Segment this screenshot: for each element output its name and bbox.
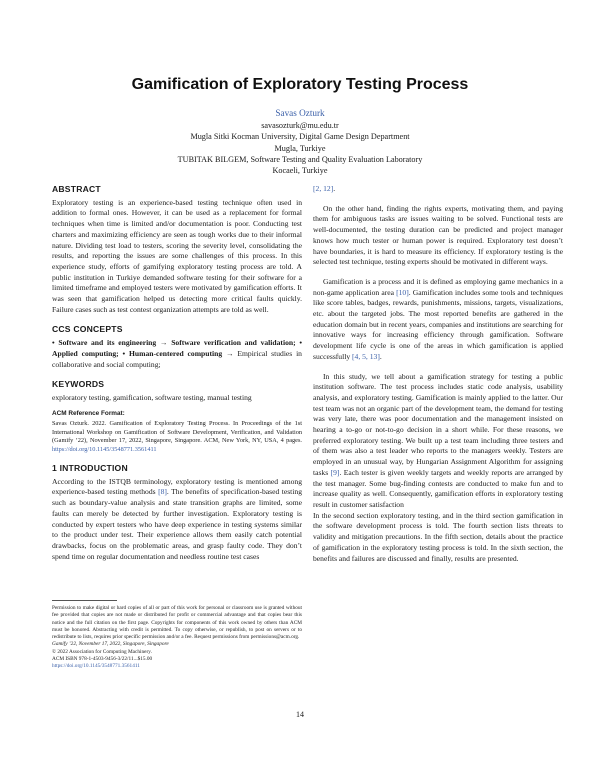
acm-reference-label: ACM Reference Format:: [52, 409, 125, 417]
keywords-text: exploratory testing, gamification, software testing, manual testing: [52, 392, 252, 402]
citation-link[interactable]: [2, 12]: [313, 184, 334, 193]
abstract-heading: ABSTRACT: [52, 184, 101, 194]
intro-paragraph-1: According to the ISTQB terminology, exploratory testing is mentioned among experience-based testing methods [8]. The benefits of specification-based testing such as boundary-value analysis and state transition graphs are limited, some faults can merely be detected by further investigation. Exploratory testing is conducted by expert testers who have deep experience in testing systems similar to the product under test. Their experience allows them easily catch potential drawbacks, focus on the problematic areas, and grasp faulty code. They don’t spend time on regular documentation and needless routine test cases: [52, 476, 302, 561]
citation-link[interactable]: [9]: [330, 467, 340, 477]
isbn-line: ACM ISBN 978-1-4503-9456-3/22/11...$15.00: [52, 656, 153, 663]
conference-line: Gamify ’22, November 17, 2022, Singapore, Singapore: [52, 641, 169, 648]
permission-footer: [52, 605, 302, 671]
ccs-item: • Software and its engineering → Software verification and validation;: [52, 338, 296, 348]
author-name: Savas Ozturk: [275, 108, 325, 118]
right-column: [313, 184, 563, 564]
acm-reference-doi-link[interactable]: https://doi.org/10.1145/3548771.3561411: [52, 445, 157, 453]
author-block: [40, 108, 560, 176]
intro-paragraph-1-cont: [2, 12].: [313, 184, 336, 193]
paper-title: Gamification of Exploratory Testing Process: [131, 76, 469, 93]
affiliation-line: TUBITAK BILGEM, Software Testing and Quality Evaluation Laboratory: [177, 154, 423, 164]
ccs-item: • Human-centered computing: [122, 348, 223, 358]
citation-link[interactable]: [8]: [158, 487, 167, 497]
page-number: 14: [296, 710, 304, 719]
citation-link[interactable]: [4, 5, 13]: [352, 351, 380, 361]
ccs-heading: CCS CONCEPTS: [52, 324, 123, 335]
acm-reference-text: Savas Ozturk. 2022. Gamification of Exploratory Testing Process. In Proceedings of the 1st International Workshop on Gamification of Software Development, Verification, and Validation (Gamify ’22), November 17, 2022, Singapore, Singapore. ACM, New York, NY, USA, 4 pages.: [52, 420, 302, 445]
intro-paragraph-2: On the other hand, finding the rights experts, motivating them, and paying them for ambiguous tasks are issues waiting to be solved. Functional tests are well-documented, the testing duration can be predicted and project manager knows how much tester or human power is required. Exploratory test doesn’t have boundaries, it is hard to measure its efficiency. If exploratory testing is the selected test technique, testing experts should be motivated in different ways.: [313, 203, 563, 267]
ccs-item: • Applied computing;: [52, 338, 302, 358]
keywords-heading: KEYWORDS: [52, 379, 105, 390]
affiliation-line: Mugla, Turkiye: [274, 143, 326, 153]
intro-paragraph-4: In this study, we tell about a gamification strategy for testing a public institution software. The test process includes static code analysis, usability analysis, and exploratory testing. Gamification is mainly applied to the latter. Our test team was not an organic part of the development team, the demand for testing was very late, there was poor documentation and the management insisted on hearing a to-go or not-to-go decision in a short while. For these reasons, we preferred exploratory testing. We built up a test team including three testers and of them was also a test leader who reports to the managers weekly. Testers are employed in an unusual way, by Hungarian Assignment Algorithm for assigning tasks [9]. Each tester is given weekly targets and weekly reports are arranged by the test manager. Some bug-finding contests are conducted to make fun and to increase quality as well. Consequently, gamification efforts in exploratory testing result in customer satisfaction: [313, 371, 563, 509]
intro-paragraph-5: In the second section exploratory testing, and in the third section gamification in the software development process is told. The fourth section lists threats to validity and mitigation precautions. In the fifth section, details about the practice of gamification in the exploratory testing process is told. In the sixth section, the benefits and failures are discussed and finally, results are presented.: [313, 510, 563, 563]
citation-link[interactable]: [10]: [396, 287, 409, 297]
affiliation-line: Mugla Sitki Kocman University, Digital Game Design Department: [190, 132, 410, 142]
intro-paragraph-3: Gamification is a process and it is defined as employing game mechanics in a non-game application area [10]. Gamification includes some tools and techniques like score tables, badges, rewards, punishments, missions, targets, visualizations, etc. about the targeted jobs. The most reported benefits are gathered in the education domain but in recent years, companies and institutions are searching for innovative ways for increasing efficiency through gamification. Software development life cycle is one of the areas in which gamification is applied successfully [4, 5, 13].: [313, 276, 563, 361]
abstract-text: Exploratory testing is an experience-based testing technique often used in addition to formal ones. However, it can be used as a replacement for formal techniques when time is limited and/or documentation is poor. Conducting test charters and maximizing efficiency are seen as tough works due to their informal nature. Dividing test load to testers, scoring the severity level, consolidating the results, and reporting the issues are some challenges of this process. In this experience study, efforts of gamifying exploratory testing process are told. A public institution in Turkiye demanded software testing for their software for a limited timeframe and employed testers were motivated by gamification efforts. It was seen that gamification helped us detecting more critical faults quickly. Failure cases such as test contest organization attempts are told as well.: [52, 197, 302, 314]
affiliation-line: Kocaeli, Turkiye: [272, 166, 328, 176]
introduction-heading: 1 INTRODUCTION: [52, 462, 128, 473]
left-column: [52, 184, 302, 562]
footer-doi-link[interactable]: https://doi.org/10.1145/3548771.3561411: [52, 663, 140, 670]
permission-notice: Permission to make digital or hard copies of all or part of this work for personal or classroom use is granted without fee provided that copies are not made or distributed for profit or commercial advantage and that copies bear this notice and the full citation on the first page. Copyrights for components of this work owned by others than ACM must be honored. Abstracting with credit is permitted. To copy otherwise, or republish, to post on servers or to redistribute to lists, requires prior specific permission and/or a fee. Request permissions from permissions@acm.org.: [52, 605, 302, 641]
copyright-line: © 2022 Association for Computing Machinery.: [52, 648, 152, 655]
ccs-concepts: [52, 338, 302, 370]
author-email: savasozturk@mu.edu.tr: [261, 121, 339, 131]
acm-reference: [52, 420, 302, 454]
ccs-item-rest: → Empirical studies in collaborative and social computing;: [52, 348, 302, 369]
footer-divider: [52, 600, 117, 601]
